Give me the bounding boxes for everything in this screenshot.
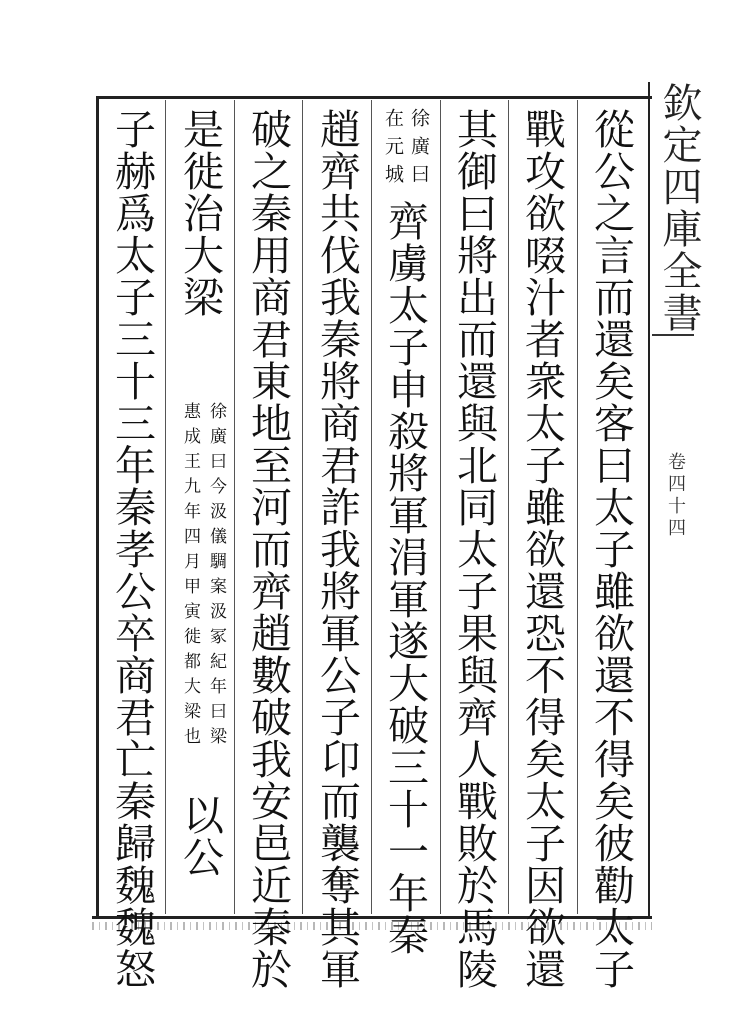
column-text: 是徙治大梁 [176,108,224,318]
column-text: 戰攻欲啜汁者衆太子雖欲還恐不得矣太子因欲還 [518,108,566,990]
annotation-right: 徐廣曰今汲儀騆案汲冢紀年曰梁 [206,402,226,752]
book-title: 欽定四庫全書 [656,82,702,334]
column-divider [302,100,303,914]
column-text: 子赫爲太子三十三年秦孝公卒商君亡秦歸魏魏怒 [108,108,156,990]
text-column-1 [582,108,640,990]
column-text: 從公之言而還矣客曰太子雖欲還不得矣彼勸太子 [587,108,635,990]
annotation-left: 惠成王九年四月甲寅徙都大梁也 [180,402,200,752]
column-text: 破之秦用商君東地至河而齊趙數破我安邑近秦於 [244,108,292,990]
column-divider [508,100,509,914]
frame-top-line [96,96,652,99]
text-column-7 [171,108,229,908]
frame-right-line [648,82,650,918]
annotation-right: 徐廣曰 [408,108,430,192]
column-divider [165,100,166,914]
column-divider [371,100,372,914]
column-divider [577,100,578,914]
column-text: 齊虜太子申殺將軍涓軍遂大破三十一年秦 [381,200,429,956]
column-divider [440,100,441,914]
margin-divider [652,334,694,336]
annotation-left: 在元城 [382,108,404,192]
frame-left-line [96,96,99,918]
column-text: 其御曰將出而還與北同太子果與齊人戰敗於馬陵 [450,108,498,990]
column-divider [234,100,235,914]
column-text: 趙齊共伐我秦將商君詐我將軍公子卬而襲奪其軍 [313,108,361,990]
text-column-3 [445,108,503,990]
text-column-8 [103,108,161,990]
text-column-2 [513,108,571,990]
juan-number: 卷四十四 [665,452,686,540]
text-column-4 [376,108,434,956]
text-column-5 [308,108,366,990]
text-column-6 [239,108,297,990]
page-margin-banxin [652,82,702,918]
column-text: 以公 [176,794,224,878]
